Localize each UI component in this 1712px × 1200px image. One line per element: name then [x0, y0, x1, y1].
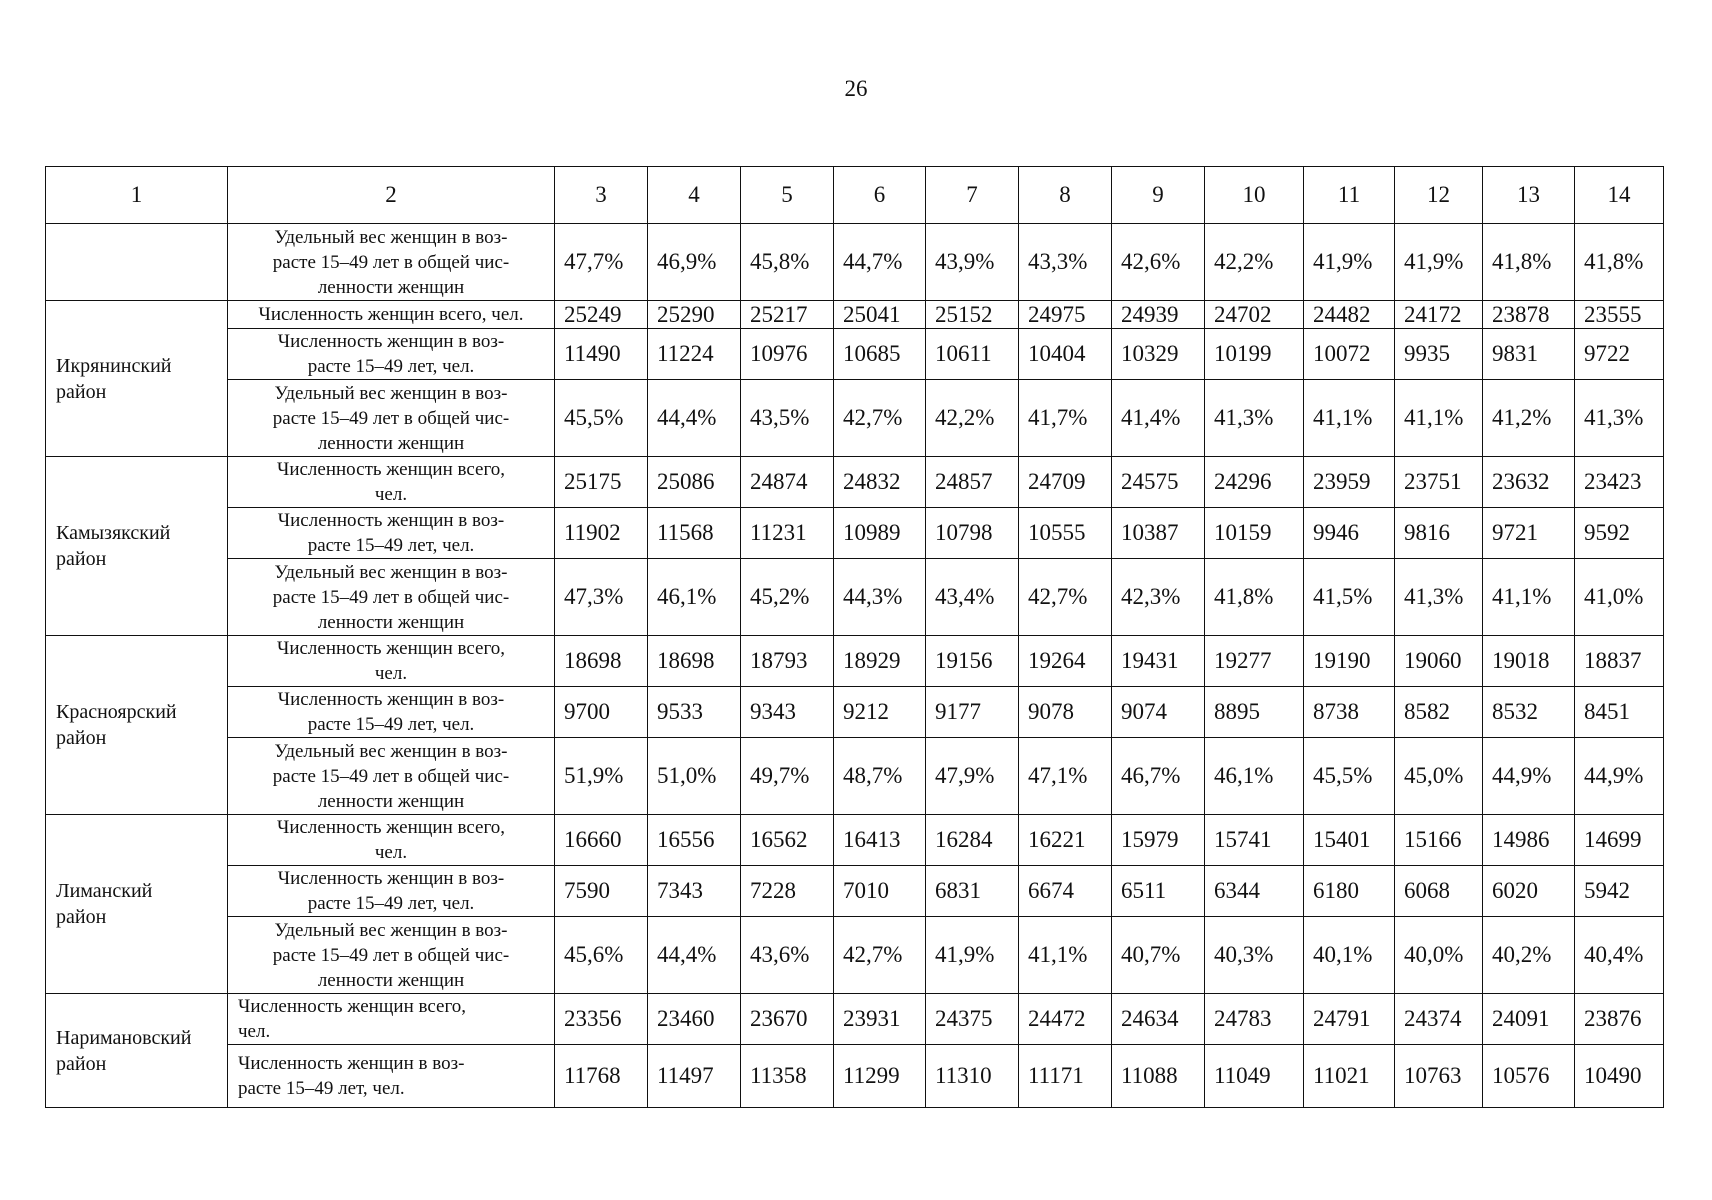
value-cell: 47,7% — [555, 224, 648, 301]
value-cell: 19018 — [1483, 636, 1575, 687]
value-cell: 7228 — [741, 866, 834, 917]
value-cell: 41,3% — [1575, 380, 1664, 457]
value-cell: 18929 — [834, 636, 926, 687]
value-cell: 24374 — [1395, 994, 1483, 1045]
value-cell: 11310 — [926, 1045, 1019, 1108]
value-cell: 45,2% — [741, 559, 834, 636]
value-cell: 40,1% — [1304, 917, 1395, 994]
value-cell: 24482 — [1304, 301, 1395, 329]
value-cell: 11224 — [648, 329, 741, 380]
value-cell: 10199 — [1205, 329, 1304, 380]
value-cell: 10576 — [1483, 1045, 1575, 1108]
value-cell: 47,9% — [926, 738, 1019, 815]
value-cell: 9177 — [926, 687, 1019, 738]
value-cell: 6344 — [1205, 866, 1304, 917]
value-cell: 23460 — [648, 994, 741, 1045]
value-cell: 24975 — [1019, 301, 1112, 329]
value-cell: 19156 — [926, 636, 1019, 687]
value-cell: 40,3% — [1205, 917, 1304, 994]
value-cell: 49,7% — [741, 738, 834, 815]
value-cell: 16413 — [834, 815, 926, 866]
value-cell: 19264 — [1019, 636, 1112, 687]
value-cell: 47,1% — [1019, 738, 1112, 815]
indicator-cell: Удельный вес женщин в воз- расте 15–49 лет в общей чис- ленности женщин — [228, 738, 555, 815]
table-row — [46, 380, 1664, 457]
value-cell: 23751 — [1395, 457, 1483, 508]
region-cell: Камызякский район — [46, 457, 228, 636]
column-header: 5 — [741, 167, 834, 224]
value-cell: 23878 — [1483, 301, 1575, 329]
value-cell: 10159 — [1205, 508, 1304, 559]
value-cell: 46,9% — [648, 224, 741, 301]
value-cell: 24172 — [1395, 301, 1483, 329]
value-cell: 24375 — [926, 994, 1019, 1045]
value-cell: 11299 — [834, 1045, 926, 1108]
value-cell: 10685 — [834, 329, 926, 380]
value-cell: 18837 — [1575, 636, 1664, 687]
table-body — [46, 224, 1664, 1108]
value-cell: 18698 — [648, 636, 741, 687]
table-row — [46, 301, 1664, 329]
value-cell: 23959 — [1304, 457, 1395, 508]
value-cell: 19060 — [1395, 636, 1483, 687]
value-cell: 19190 — [1304, 636, 1395, 687]
value-cell: 9946 — [1304, 508, 1395, 559]
value-cell: 44,9% — [1575, 738, 1664, 815]
value-cell: 8451 — [1575, 687, 1664, 738]
value-cell: 43,6% — [741, 917, 834, 994]
value-cell: 45,5% — [1304, 738, 1395, 815]
value-cell: 10798 — [926, 508, 1019, 559]
value-cell: 19277 — [1205, 636, 1304, 687]
value-cell: 42,7% — [834, 380, 926, 457]
table-row — [46, 994, 1664, 1045]
value-cell: 10329 — [1112, 329, 1205, 380]
value-cell: 24702 — [1205, 301, 1304, 329]
value-cell: 23670 — [741, 994, 834, 1045]
value-cell: 44,9% — [1483, 738, 1575, 815]
value-cell: 6674 — [1019, 866, 1112, 917]
value-cell: 6068 — [1395, 866, 1483, 917]
value-cell: 16556 — [648, 815, 741, 866]
value-cell: 7010 — [834, 866, 926, 917]
indicator-cell: Численность женщин в воз- расте 15–49 лет, чел. — [228, 508, 555, 559]
value-cell: 43,9% — [926, 224, 1019, 301]
value-cell: 40,2% — [1483, 917, 1575, 994]
value-cell: 42,2% — [1205, 224, 1304, 301]
indicator-cell: Удельный вес женщин в воз- расте 15–49 лет в общей чис- ленности женщин — [228, 380, 555, 457]
value-cell: 10976 — [741, 329, 834, 380]
value-cell: 14699 — [1575, 815, 1664, 866]
value-cell: 15741 — [1205, 815, 1304, 866]
column-header: 11 — [1304, 167, 1395, 224]
value-cell: 41,1% — [1483, 559, 1575, 636]
value-cell: 46,1% — [1205, 738, 1304, 815]
value-cell: 24634 — [1112, 994, 1205, 1045]
region-cell: Красноярский район — [46, 636, 228, 815]
indicator-cell: Численность женщин в воз- расте 15–49 лет, чел. — [228, 866, 555, 917]
indicator-cell: Численность женщин всего, чел. — [228, 457, 555, 508]
value-cell: 24874 — [741, 457, 834, 508]
indicator-cell: Численность женщин в воз- расте 15–49 лет, чел. — [228, 687, 555, 738]
value-cell: 11568 — [648, 508, 741, 559]
value-cell: 11497 — [648, 1045, 741, 1108]
value-cell: 44,3% — [834, 559, 926, 636]
column-header: 4 — [648, 167, 741, 224]
value-cell: 41,8% — [1483, 224, 1575, 301]
value-cell: 44,4% — [648, 917, 741, 994]
value-cell: 9078 — [1019, 687, 1112, 738]
indicator-cell: Численность женщин всего, чел. — [228, 815, 555, 866]
value-cell: 11902 — [555, 508, 648, 559]
value-cell: 41,4% — [1112, 380, 1205, 457]
value-cell: 51,9% — [555, 738, 648, 815]
column-header: 1 — [46, 167, 228, 224]
value-cell: 7343 — [648, 866, 741, 917]
value-cell: 11049 — [1205, 1045, 1304, 1108]
value-cell: 9935 — [1395, 329, 1483, 380]
value-cell: 15979 — [1112, 815, 1205, 866]
indicator-cell: Удельный вес женщин в воз- расте 15–49 лет в общей чис- ленности женщин — [228, 559, 555, 636]
value-cell: 40,0% — [1395, 917, 1483, 994]
value-cell: 46,7% — [1112, 738, 1205, 815]
value-cell: 41,9% — [926, 917, 1019, 994]
value-cell: 41,9% — [1395, 224, 1483, 301]
value-cell: 11358 — [741, 1045, 834, 1108]
indicator-cell: Численность женщин в воз- расте 15–49 лет, чел. — [228, 1045, 555, 1108]
value-cell: 41,1% — [1019, 917, 1112, 994]
value-cell: 10387 — [1112, 508, 1205, 559]
value-cell: 16284 — [926, 815, 1019, 866]
table-row — [46, 815, 1664, 866]
value-cell: 10490 — [1575, 1045, 1664, 1108]
page-number: 26 — [844, 76, 868, 101]
value-cell: 24091 — [1483, 994, 1575, 1045]
value-cell: 41,0% — [1575, 559, 1664, 636]
value-cell: 9831 — [1483, 329, 1575, 380]
value-cell: 15401 — [1304, 815, 1395, 866]
value-cell: 42,7% — [1019, 559, 1112, 636]
region-cell: Икрянинский район — [46, 301, 228, 457]
value-cell: 24791 — [1304, 994, 1395, 1045]
table-row — [46, 224, 1664, 301]
value-cell: 8738 — [1304, 687, 1395, 738]
value-cell: 24709 — [1019, 457, 1112, 508]
value-cell: 15166 — [1395, 815, 1483, 866]
value-cell: 24857 — [926, 457, 1019, 508]
column-header: 14 — [1575, 167, 1664, 224]
value-cell: 23632 — [1483, 457, 1575, 508]
value-cell: 43,3% — [1019, 224, 1112, 301]
column-header: 10 — [1205, 167, 1304, 224]
value-cell: 41,3% — [1395, 559, 1483, 636]
table-row — [46, 636, 1664, 687]
value-cell: 23931 — [834, 994, 926, 1045]
value-cell: 24472 — [1019, 994, 1112, 1045]
value-cell: 25290 — [648, 301, 741, 329]
value-cell: 45,8% — [741, 224, 834, 301]
value-cell: 19431 — [1112, 636, 1205, 687]
column-header: 2 — [228, 167, 555, 224]
value-cell: 6831 — [926, 866, 1019, 917]
value-cell: 24296 — [1205, 457, 1304, 508]
value-cell: 8895 — [1205, 687, 1304, 738]
value-cell: 25249 — [555, 301, 648, 329]
table-header — [46, 167, 1664, 224]
table-row — [46, 457, 1664, 508]
value-cell: 18698 — [555, 636, 648, 687]
value-cell: 11231 — [741, 508, 834, 559]
value-cell: 16221 — [1019, 815, 1112, 866]
value-cell: 46,1% — [648, 559, 741, 636]
value-cell: 51,0% — [648, 738, 741, 815]
value-cell: 25217 — [741, 301, 834, 329]
value-cell: 9533 — [648, 687, 741, 738]
value-cell: 41,1% — [1395, 380, 1483, 457]
table-row — [46, 687, 1664, 738]
value-cell: 9721 — [1483, 508, 1575, 559]
value-cell: 24783 — [1205, 994, 1304, 1045]
value-cell: 11768 — [555, 1045, 648, 1108]
value-cell: 6180 — [1304, 866, 1395, 917]
table-row — [46, 329, 1664, 380]
value-cell: 6511 — [1112, 866, 1205, 917]
value-cell: 42,2% — [926, 380, 1019, 457]
table-row — [46, 738, 1664, 815]
value-cell: 42,7% — [834, 917, 926, 994]
value-cell: 11021 — [1304, 1045, 1395, 1108]
value-cell: 10555 — [1019, 508, 1112, 559]
value-cell: 9592 — [1575, 508, 1664, 559]
table-row — [46, 508, 1664, 559]
value-cell: 9074 — [1112, 687, 1205, 738]
value-cell: 41,7% — [1019, 380, 1112, 457]
value-cell: 45,0% — [1395, 738, 1483, 815]
table-row — [46, 559, 1664, 636]
column-header: 6 — [834, 167, 926, 224]
column-header: 7 — [926, 167, 1019, 224]
value-cell: 14986 — [1483, 815, 1575, 866]
data-table — [45, 166, 1664, 1108]
value-cell: 10989 — [834, 508, 926, 559]
value-cell: 25175 — [555, 457, 648, 508]
column-header: 9 — [1112, 167, 1205, 224]
value-cell: 45,6% — [555, 917, 648, 994]
region-cell: Наримановский район — [46, 994, 228, 1108]
value-cell: 10763 — [1395, 1045, 1483, 1108]
value-cell: 9722 — [1575, 329, 1664, 380]
value-cell: 41,1% — [1304, 380, 1395, 457]
value-cell: 25041 — [834, 301, 926, 329]
value-cell: 25152 — [926, 301, 1019, 329]
column-header: 13 — [1483, 167, 1575, 224]
region-cell: Лиманский район — [46, 815, 228, 994]
table-row — [46, 866, 1664, 917]
column-header: 8 — [1019, 167, 1112, 224]
value-cell: 24575 — [1112, 457, 1205, 508]
value-cell: 41,9% — [1304, 224, 1395, 301]
table-row — [46, 917, 1664, 994]
indicator-cell: Численность женщин всего, чел. — [228, 994, 555, 1045]
value-cell: 47,3% — [555, 559, 648, 636]
value-cell: 10404 — [1019, 329, 1112, 380]
value-cell: 42,3% — [1112, 559, 1205, 636]
value-cell: 18793 — [741, 636, 834, 687]
value-cell: 8582 — [1395, 687, 1483, 738]
value-cell: 9212 — [834, 687, 926, 738]
indicator-cell: Удельный вес женщин в воз- расте 15–49 лет в общей чис- ленности женщин — [228, 224, 555, 301]
value-cell: 23356 — [555, 994, 648, 1045]
value-cell: 23876 — [1575, 994, 1664, 1045]
value-cell: 41,3% — [1205, 380, 1304, 457]
value-cell: 41,2% — [1483, 380, 1575, 457]
value-cell: 23423 — [1575, 457, 1664, 508]
value-cell: 9343 — [741, 687, 834, 738]
column-header: 3 — [555, 167, 648, 224]
value-cell: 7590 — [555, 866, 648, 917]
value-cell: 24939 — [1112, 301, 1205, 329]
value-cell: 41,8% — [1205, 559, 1304, 636]
region-cell — [46, 224, 228, 301]
value-cell: 8532 — [1483, 687, 1575, 738]
value-cell: 45,5% — [555, 380, 648, 457]
value-cell: 9700 — [555, 687, 648, 738]
value-cell: 11490 — [555, 329, 648, 380]
value-cell: 23555 — [1575, 301, 1664, 329]
value-cell: 48,7% — [834, 738, 926, 815]
value-cell: 11171 — [1019, 1045, 1112, 1108]
value-cell: 44,7% — [834, 224, 926, 301]
indicator-cell: Удельный вес женщин в воз- расте 15–49 лет в общей чис- ленности женщин — [228, 917, 555, 994]
indicator-cell: Численность женщин в воз- расте 15–49 лет, чел. — [228, 329, 555, 380]
value-cell: 43,4% — [926, 559, 1019, 636]
value-cell: 42,6% — [1112, 224, 1205, 301]
value-cell: 6020 — [1483, 866, 1575, 917]
value-cell: 9816 — [1395, 508, 1483, 559]
table-row — [46, 1045, 1664, 1108]
value-cell: 43,5% — [741, 380, 834, 457]
value-cell: 40,4% — [1575, 917, 1664, 994]
column-header: 12 — [1395, 167, 1483, 224]
value-cell: 11088 — [1112, 1045, 1205, 1108]
value-cell: 44,4% — [648, 380, 741, 457]
value-cell: 16562 — [741, 815, 834, 866]
value-cell: 41,8% — [1575, 224, 1664, 301]
value-cell: 24832 — [834, 457, 926, 508]
indicator-cell: Численность женщин всего, чел. — [228, 301, 555, 329]
value-cell: 10072 — [1304, 329, 1395, 380]
value-cell: 16660 — [555, 815, 648, 866]
indicator-cell: Численность женщин всего, чел. — [228, 636, 555, 687]
value-cell: 40,7% — [1112, 917, 1205, 994]
value-cell: 41,5% — [1304, 559, 1395, 636]
value-cell: 25086 — [648, 457, 741, 508]
value-cell: 5942 — [1575, 866, 1664, 917]
value-cell: 10611 — [926, 329, 1019, 380]
